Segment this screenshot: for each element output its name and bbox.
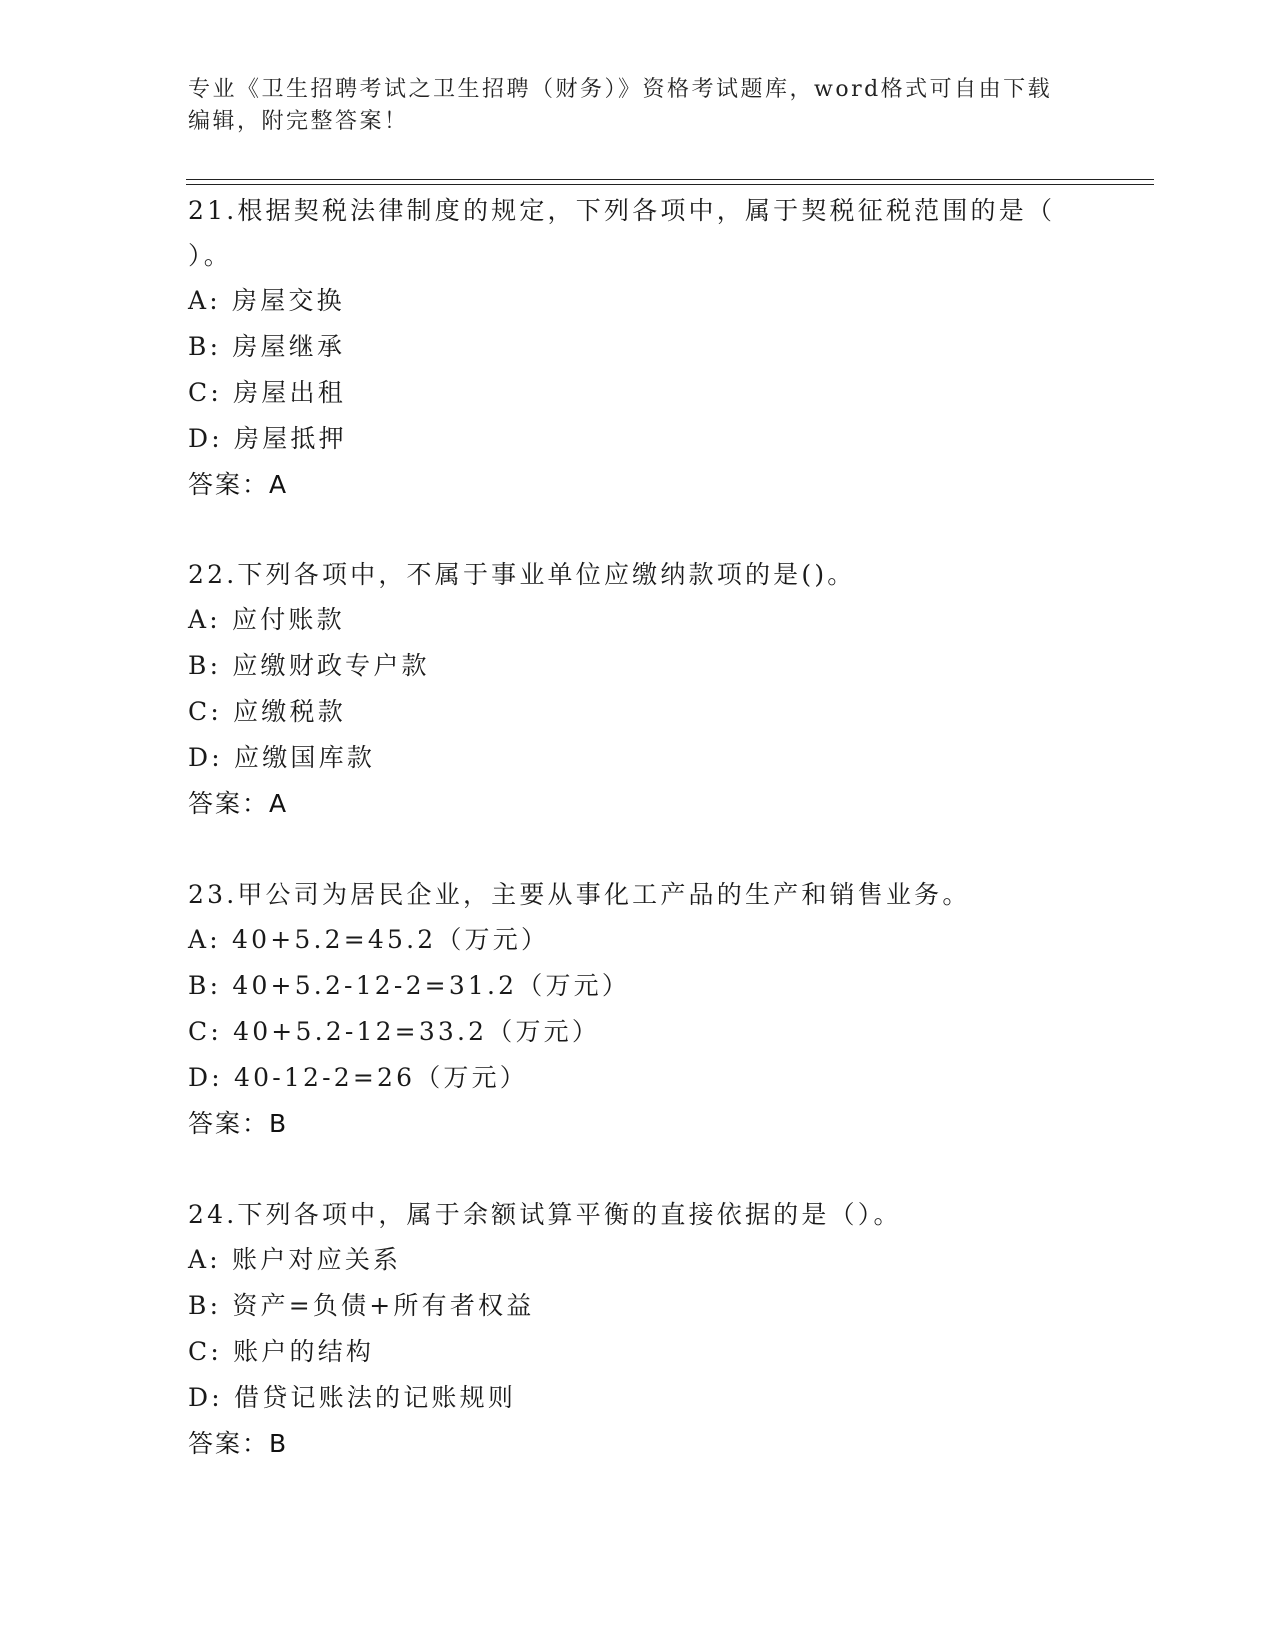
question-23 [188,872,1088,1147]
option-list [188,917,1088,1101]
option-d: D: 房屋抵押 [188,424,347,453]
option-list [188,1237,1088,1421]
answer: 答案：B [188,1429,289,1458]
option-d: D: 40-12-2=26（万元） [188,1063,528,1092]
question-stem: 21.根据契税法律制度的规定，下列各项中，属于契税征税范围的是（ [188,196,1056,225]
option-c: C: 40+5.2-12=33.2（万元） [188,1017,601,1046]
option-d: D: 借贷记账法的记账规则 [188,1383,517,1412]
option-c: C: 账户的结构 [188,1337,375,1366]
question-stem-continued: ）。 [188,241,232,270]
option-b: B: 资产=负债+所有者权益 [188,1291,535,1320]
question-stem: 23.甲公司为居民企业，主要从事化工产品的生产和销售业务。 [188,880,971,909]
question-21 [188,188,1088,508]
option-b: B: 40+5.2-12-2=31.2（万元） [188,971,631,1000]
document-header [188,74,1068,138]
option-c: C: 房屋出租 [188,378,346,407]
option-d: D: 应缴国库款 [188,743,376,772]
header-line-2: 编辑，附完整答案！ [188,109,409,134]
header-divider-bottom [186,184,1154,185]
option-a: A: 房屋交换 [188,286,345,315]
answer: 答案：A [188,470,289,499]
answer: 答案：B [188,1109,289,1138]
option-c: C: 应缴税款 [188,697,346,726]
option-b: B: 应缴财政专户款 [188,651,430,680]
header-line-1: 专业《卫生招聘考试之卫生招聘（财务）》资格考试题库，word格式可自由下载 [188,77,1053,102]
answer: 答案：A [188,789,289,818]
question-24 [188,1192,1088,1467]
option-list [188,597,1088,781]
option-b: B: 房屋继承 [188,332,346,361]
option-list [188,278,1088,462]
question-stem: 24.下列各项中，属于余额试算平衡的直接依据的是（）。 [188,1200,902,1229]
question-stem: 22.下列各项中，不属于事业单位应缴纳款项的是()。 [188,560,856,589]
option-a: A: 账户对应关系 [188,1245,402,1274]
header-divider-top [186,179,1154,180]
question-22 [188,552,1088,827]
option-a: A: 40+5.2=45.2（万元） [188,925,550,954]
option-a: A: 应付账款 [188,605,345,634]
